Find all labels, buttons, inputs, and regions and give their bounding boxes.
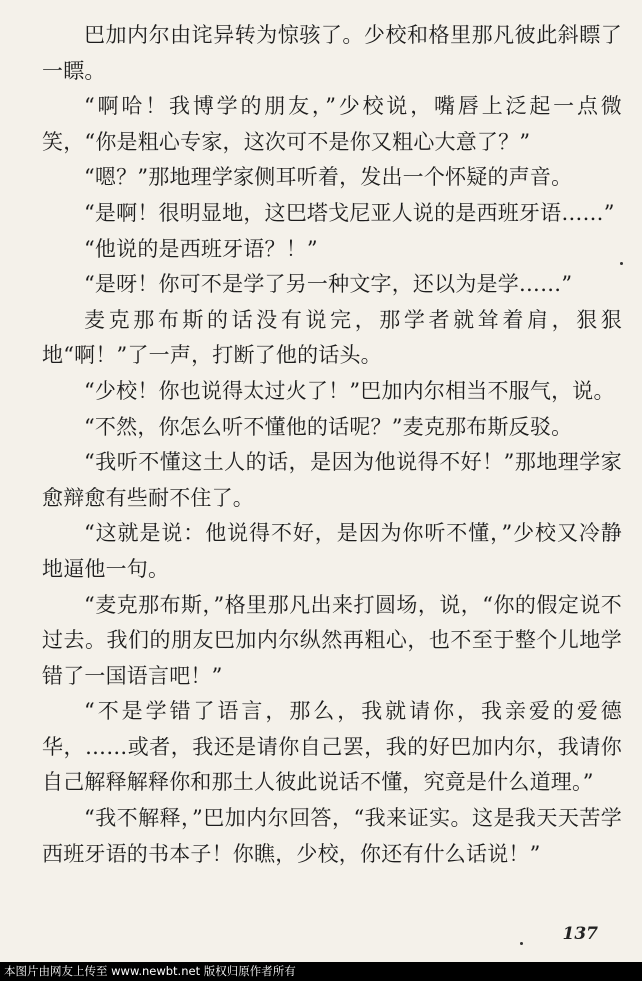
scan-speck	[620, 262, 623, 265]
paragraph-6: “是呀！你可不是学了另一种文字，还以为是学……”	[84, 272, 573, 297]
paragraph-14: “我不解释，”巴加内尔回答，“我来证实。这是我天天苦学西班牙语的书本子！你瞧，少校，你还有什么话说！”	[42, 806, 622, 866]
paragraph-13: “不是学错了语言，那么，我就请你，我亲爱的爱德华，……或者，我还是请你自己罢，我的好巴加内尔，我请你自己解释解释你和那土人彼此说话不懂，究竟是什么道理。”	[42, 699, 622, 795]
paragraph-5: “他说的是西班牙语？！”	[84, 236, 318, 261]
paragraph-4: “是啊！很明显地，这巴塔戈尼亚人说的是西班牙语……”	[84, 200, 615, 225]
footer-bar	[0, 962, 642, 981]
page-number: 137	[562, 924, 598, 944]
paragraph-2: “啊哈！我博学的朋友，”少校说，嘴唇上泛起一点微笑，“你是粗心专家，这次可不是你又粗心大意了？”	[42, 94, 622, 154]
paragraph-10: “我听不懂这土人的话，是因为他说得不好！”那地理学家愈辩愈有些耐不住了。	[42, 450, 622, 510]
footer-watermark-text: 本图片由网友上传至 www.newbt.net 版权归原作者所有	[4, 964, 296, 978]
paragraph-9: “不然，你怎么听不懂他的话呢？”麦克那布斯反驳。	[84, 414, 573, 439]
paragraph-1: 巴加内尔由诧异转为惊骇了。少校和格里那凡彼此斜瞟了一瞟。	[42, 23, 622, 83]
paragraph-8: “少校！你也说得太过火了！”巴加内尔相当不服气，说。	[84, 378, 615, 403]
page-text-body	[42, 18, 622, 872]
paragraph-12: “麦克那布斯，”格里那凡出来打圆场，说，“你的假定说不过去。我们的朋友巴加内尔纵然再粗心，也不至于整个儿地学错了一国语言吧！”	[42, 592, 622, 688]
paragraph-7: 麦克那布斯的话没有说完，那学者就耸着肩，狠狠地“啊！”了一声，打断了他的话头。	[42, 307, 622, 368]
scan-speck	[520, 942, 523, 945]
paragraph-3: “嗯？”那地理学家侧耳听着，发出一个怀疑的声音。	[84, 165, 573, 190]
paragraph-11: “这就是说：他说得不好，是因为你听不懂，”少校又冷静地逼他一句。	[42, 521, 622, 581]
